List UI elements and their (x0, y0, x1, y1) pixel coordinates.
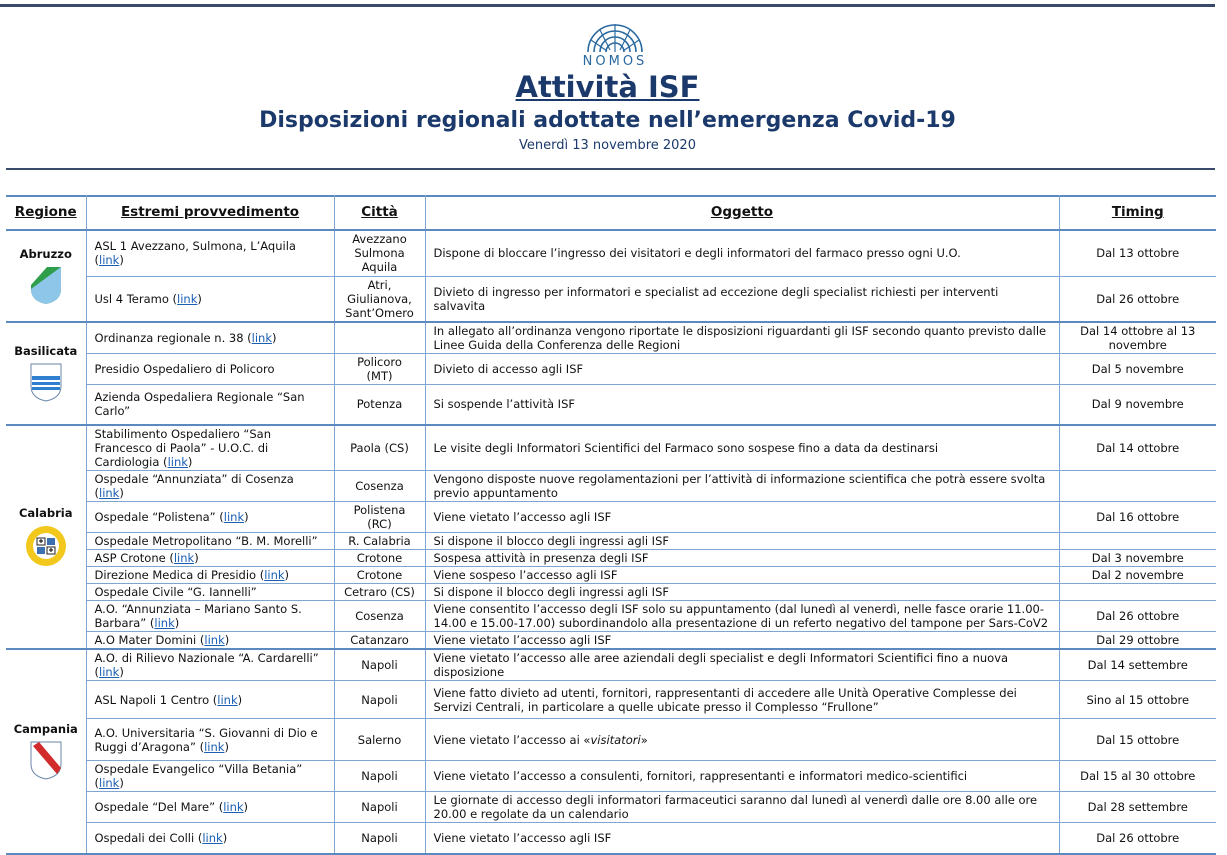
source-link[interactable]: link (99, 776, 120, 790)
source-link[interactable]: link (154, 616, 175, 630)
region-cell-calabria (6, 425, 86, 650)
citta-cell: Cosenza (334, 471, 425, 502)
provvedimento-cell: Ospedali dei Colli (link) (86, 823, 334, 854)
table-container (6, 195, 1216, 855)
table-row (6, 681, 1216, 719)
col-header-citta: Città (334, 195, 425, 230)
provvedimento-cell: Ospedale “Del Mare” (link) (86, 792, 334, 823)
basilicata-crest-icon (29, 362, 63, 402)
citta-cell: Crotone (334, 550, 425, 567)
timing-cell (1059, 584, 1216, 601)
oggetto-cell: Sospesa attività in presenza degli ISF (425, 550, 1059, 567)
header-separator (6, 168, 1215, 170)
col-header-timing: Timing (1059, 195, 1216, 230)
table-row (6, 550, 1216, 567)
oggetto-cell: Viene vietato l’accesso a consulenti, fornitori, rappresentanti e informatori medico-scientifici (425, 761, 1059, 792)
citta-cell: Avezzano Sulmona Aquila (334, 230, 425, 276)
provvedimento-text: ASL Napoli 1 Centro ( (94, 692, 218, 707)
oggetto-cell: Si dispone il blocco degli ingressi agli ISF (425, 533, 1059, 550)
oggetto-cell: Viene consentito l’accesso degli ISF solo su appuntamento (dal lunedì al venerdì, nelle fasce orarie 11.00-14.00 e 15.00-17.00) subordinandolo alla presentazione di un referto negativo del tampone per Sars-CoV2 (425, 601, 1059, 632)
oggetto-cell: Vengono disposte nuove regolamentazioni per l’attività di informazione scientifica che potrà essere svolta previo appuntamento (425, 471, 1059, 502)
table-row (6, 823, 1216, 854)
source-link[interactable]: link (99, 665, 120, 679)
table-row (6, 792, 1216, 823)
oggetto-cell: Divieto di accesso agli ISF (425, 354, 1059, 385)
citta-cell (334, 322, 425, 354)
oggetto-cell: Viene sospeso l’accesso agli ISF (425, 567, 1059, 584)
provvedimento-cell: Ordinanza regionale n. 38 (link) (86, 322, 334, 354)
table-row (6, 632, 1216, 650)
provvedimento-cell: Direzione Medica di Presidio (link) (86, 567, 334, 584)
provvedimento-cell: A.O. Universitaria “S. Giovanni di Dio e Ruggi d’Aragona” (link) (86, 719, 334, 761)
table-row (6, 601, 1216, 632)
top-rule (0, 4, 1215, 7)
citta-cell: Napoli (334, 761, 425, 792)
source-link[interactable]: link (99, 253, 120, 268)
region-cell-basilicata (6, 322, 86, 425)
oggetto-emphasis: visitatori (590, 732, 641, 747)
timing-cell (1059, 471, 1216, 502)
oggetto-cell: Viene vietato l’accesso ai «visitatori» (425, 719, 1059, 761)
oggetto-cell: Divieto di ingresso per informatori e specialist ad eccezione degli specialist richiesti per interventi salvavita (425, 276, 1059, 322)
provvedimento-text: Ospedale Metropolitano “B. M. Morelli” (94, 534, 318, 548)
provvedimento-cell: Ospedale Evangelico “Villa Betania” (link) (86, 761, 334, 792)
provvedimento-text: Ospedale Civile “G. Iannelli” (94, 585, 257, 599)
provvedimento-text: A.O. “Annunziata – Mariano Santo S. Barbara” ( (94, 602, 302, 630)
citta-cell: Napoli (334, 649, 425, 681)
provvedimento-cell: ASL 1 Avezzano, Sulmona, L’Aquila (link) (86, 230, 334, 276)
timing-cell: Dal 9 novembre (1059, 385, 1216, 425)
logo-text: NOMOS (582, 54, 648, 69)
source-link[interactable]: link (99, 486, 120, 500)
region-name: Abruzzo (19, 247, 72, 261)
provvedimento-text: Direzione Medica di Presidio ( (94, 568, 265, 582)
provvedimento-cell: Usl 4 Teramo (link) (86, 276, 334, 322)
source-link[interactable]: link (223, 510, 245, 524)
abruzzo-crest-icon (29, 265, 63, 305)
provvedimento-cell: ASP Crotone (link) (86, 550, 334, 567)
provvedimento-text: Ospedale “Del Mare” ( (94, 800, 224, 814)
provvedimento-cell: A.O. di Rilievo Nazionale “A. Cardarelli” (link) (86, 649, 334, 681)
oggetto-cell: Viene vietato l’accesso alle aree aziendali degli specialist e degli Informatori Scientifici fino a nuova disposizione (425, 649, 1059, 681)
oggetto-cell: Dispone di bloccare l’ingresso dei visitatori e degli informatori del farmaco presso ogni U.O. (425, 230, 1059, 276)
timing-cell: Dal 15 al 30 ottobre (1059, 761, 1216, 792)
timing-cell: Dal 5 novembre (1059, 354, 1216, 385)
provvedimento-cell: Ospedale “Annunziata” di Cosenza (link) (86, 471, 334, 502)
page-title: Attività ISF (515, 70, 700, 104)
timing-cell: Dal 3 novembre (1059, 550, 1216, 567)
region-name: Campania (13, 722, 78, 737)
oggetto-cell: Le visite degli Informatori Scientifici del Farmaco sono sospese fino a data da destinarsi (425, 425, 1059, 471)
timing-cell: Dal 14 settembre (1059, 649, 1216, 681)
citta-cell: Atri, Giulianova, Sant’Omero (334, 276, 425, 322)
table-row (6, 276, 1216, 322)
citta-cell: Napoli (334, 681, 425, 719)
provvedimento-cell (86, 385, 334, 425)
provvedimento-text: Ospedali dei Colli ( (94, 830, 203, 845)
provvedimento-text: Ospedale “Annunziata” di Cosenza ( (94, 472, 294, 500)
source-link[interactable]: link (251, 331, 272, 345)
region-name: Calabria (18, 505, 73, 520)
nomos-logo-icon (580, 16, 650, 56)
oggetto-cell: Le giornate di accesso degli informatori farmaceutici saranno dal lunedì al venerdì dalle ore 8.00 alle ore 20.00 e regolate da un calendario (425, 792, 1059, 823)
citta-cell: Potenza (334, 385, 425, 425)
timing-cell: Dal 16 ottobre (1059, 502, 1216, 533)
timing-cell: Dal 26 ottobre (1059, 823, 1216, 854)
provvedimento-text: Ospedale Evangelico “Villa Betania” ( (94, 762, 303, 790)
region-cell-campania (6, 649, 86, 854)
citta-cell: Polistena (RC) (334, 502, 425, 533)
page-date: Venerdì 13 novembre 2020 (519, 138, 696, 153)
table-header-row (6, 195, 1216, 230)
page-subtitle: Disposizioni regionali adottate nell’emergenza Covid-19 (259, 108, 956, 133)
timing-cell: Dal 15 ottobre (1059, 719, 1216, 761)
table-row (6, 533, 1216, 550)
provvedimento-cell: A.O. “Annunziata – Mariano Santo S. Barbara” (link) (86, 601, 334, 632)
table-row (6, 425, 1216, 471)
table-row (6, 471, 1216, 502)
citta-cell: Catanzaro (334, 632, 425, 650)
campania-crest-icon (29, 740, 63, 780)
provvedimento-cell (86, 584, 334, 601)
oggetto-cell: Si dispone il blocco degli ingressi agli ISF (425, 584, 1059, 601)
citta-cell: Crotone (334, 567, 425, 584)
provvedimento-cell: Stabilimento Ospedaliero “San Francesco di Paola” - U.O.C. di Cardiologia (link) (86, 425, 334, 471)
citta-cell: R. Calabria (334, 533, 425, 550)
timing-cell: Dal 28 settembre (1059, 792, 1216, 823)
col-header-estremi: Estremi provvedimento (86, 195, 334, 230)
table-row (6, 322, 1216, 354)
provvedimento-text: Stabilimento Ospedaliero “San Francesco di Paola” - U.O.C. di Cardiologia ( (94, 426, 271, 469)
provvedimento-text: A.O. Universitaria “S. Giovanni di Dio e Ruggi d’Aragona” ( (94, 725, 318, 754)
table-row (6, 354, 1216, 385)
table-row (6, 761, 1216, 792)
calabria-crest-icon (24, 524, 68, 568)
timing-cell: Dal 2 novembre (1059, 567, 1216, 584)
provvedimento-text: ASL 1 Avezzano, Sulmona, L’Aquila ( (94, 239, 296, 268)
provvedimento-text: Ordinanza regionale n. 38 ( (94, 331, 252, 345)
nomos-logo (570, 16, 660, 76)
timing-cell: Sino al 15 ottobre (1059, 681, 1216, 719)
region-name: Basilicata (14, 344, 78, 359)
timing-cell: Dal 14 ottobre (1059, 425, 1216, 471)
provvedimento-text: A.O. di Rilievo Nazionale “A. Cardarelli” ( (94, 651, 319, 679)
source-link[interactable]: link (204, 739, 225, 754)
table-row (6, 584, 1216, 601)
source-link[interactable]: link (202, 830, 223, 845)
timing-cell: Dal 26 ottobre (1059, 601, 1216, 632)
source-link[interactable]: link (264, 568, 285, 582)
dispositions-table (6, 195, 1216, 855)
timing-cell: Dal 14 ottobre al 13 novembre (1059, 322, 1216, 354)
col-header-regione: Regione (6, 195, 86, 230)
provvedimento-text: Presidio Ospedaliero di Policoro (94, 362, 275, 376)
citta-cell: Napoli (334, 792, 425, 823)
provvedimento-cell: ASL Napoli 1 Centro (link) (86, 681, 334, 719)
timing-cell: Dal 29 ottobre (1059, 632, 1216, 650)
source-link[interactable]: link (177, 291, 198, 306)
provvedimento-cell: Ospedale “Polistena” (link) (86, 502, 334, 533)
oggetto-cell: Viene vietato l’accesso agli ISF (425, 502, 1059, 533)
source-link[interactable]: link (223, 800, 244, 814)
oggetto-cell: Viene vietato l’accesso agli ISF (425, 632, 1059, 650)
provvedimento-text: ASP Crotone ( (94, 551, 174, 565)
source-link[interactable]: link (204, 633, 225, 647)
source-link[interactable]: link (173, 551, 195, 565)
source-link[interactable]: link (217, 692, 238, 707)
timing-cell: Dal 13 ottobre (1059, 230, 1216, 276)
citta-cell: Policoro (MT) (334, 354, 425, 385)
table-row (6, 649, 1216, 681)
provvedimento-text: Ospedale “Polistena” ( (94, 510, 224, 524)
table-row (6, 502, 1216, 533)
provvedimento-cell (86, 354, 334, 385)
oggetto-cell: Viene fatto divieto ad utenti, fornitori, rappresentanti di accedere alle Unità Operative Complesse dei Servizi Centrali, in particolare a quelle ubicate presso il Complesso “Frullone” (425, 681, 1059, 719)
citta-cell: Cosenza (334, 601, 425, 632)
provvedimento-cell (86, 533, 334, 550)
provvedimento-cell: A.O Mater Domini (link) (86, 632, 334, 650)
citta-cell: Napoli (334, 823, 425, 854)
timing-cell (1059, 533, 1216, 550)
timing-cell: Dal 26 ottobre (1059, 276, 1216, 322)
region-cell-abruzzo (6, 230, 86, 322)
table-row (6, 567, 1216, 584)
table-row (6, 230, 1216, 276)
citta-cell: Paola (CS) (334, 425, 425, 471)
citta-cell: Salerno (334, 719, 425, 761)
citta-cell: Cetraro (CS) (334, 584, 425, 601)
col-header-oggetto: Oggetto (425, 195, 1059, 230)
oggetto-cell: Viene vietato l’accesso agli ISF (425, 823, 1059, 854)
provvedimento-text: A.O Mater Domini ( (94, 633, 205, 647)
oggetto-cell: In allegato all’ordinanza vengono riportate le disposizioni riguardanti gli ISF secondo quanto previsto dalle Linee Guida della Conferenza delle Regioni (425, 322, 1059, 354)
provvedimento-text: Usl 4 Teramo ( (94, 291, 178, 306)
source-link[interactable]: link (167, 454, 188, 469)
provvedimento-text: Azienda Ospedaliera Regionale “San Carlo” (94, 390, 305, 419)
oggetto-cell: Si sospende l’attività ISF (425, 385, 1059, 425)
table-row (6, 719, 1216, 761)
table-row (6, 385, 1216, 425)
